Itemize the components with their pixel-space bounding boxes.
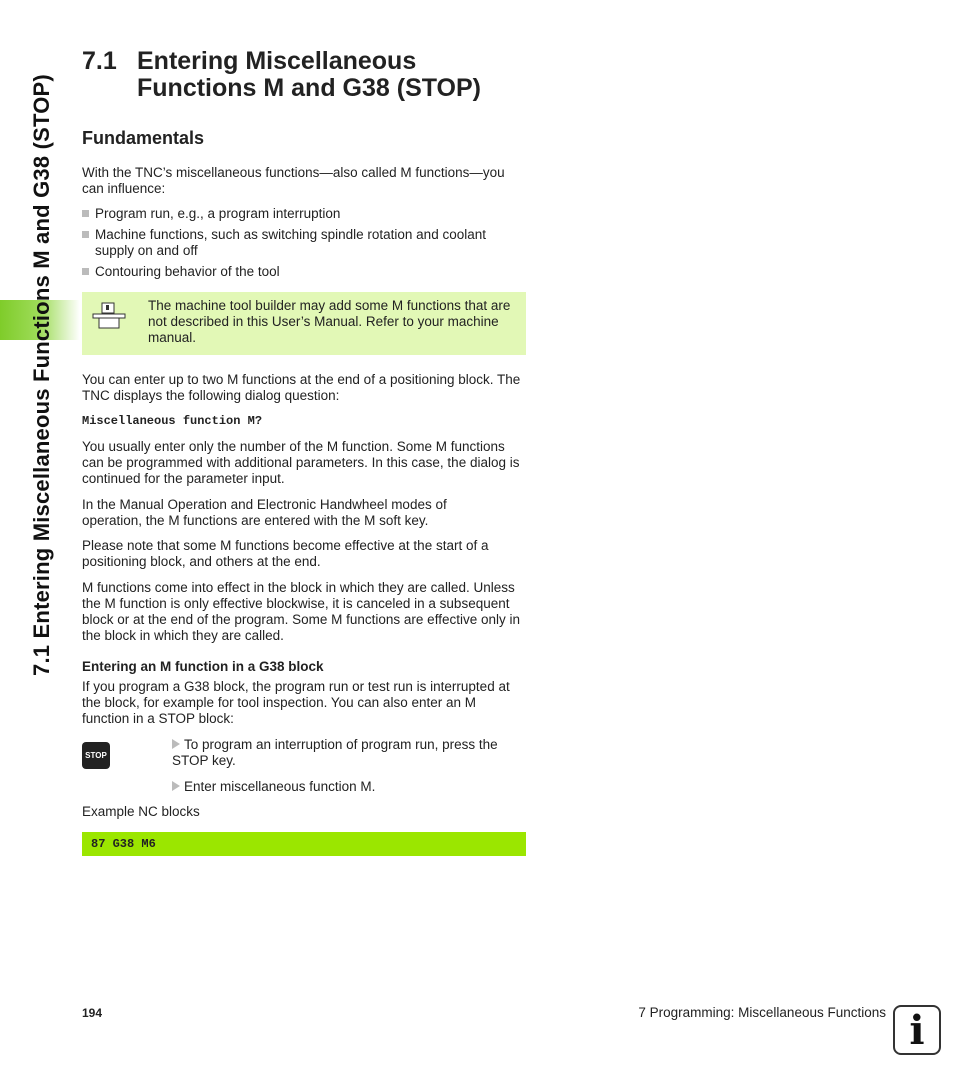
paragraph: If you program a G38 block, the program run or test run is interrupted at the block, for example for tool inspection. You can also enter an M function in a STOP block: (82, 679, 510, 726)
title-line2: Functions M and G38 (STOP) (137, 74, 482, 102)
section-number: 7.1 (82, 47, 117, 75)
side-title: 7.1 Entering Miscellaneous Functions M and G38 (STOP) (29, 74, 54, 676)
bullet-item: Contouring behavior of the tool (82, 264, 525, 280)
paragraph: You can enter up to two M functions at the end of a positioning block. The TNC displays the following dialog question: (82, 372, 521, 403)
chapter-title: 7 Programming: Miscellaneous Functions (638, 1005, 886, 1020)
info-icon: i (893, 1005, 941, 1055)
page-number: 194 (82, 1006, 103, 1020)
nc-block: 87 G38 M6 (91, 837, 156, 851)
nc-block-bar (82, 832, 526, 856)
machine-icon (92, 302, 126, 330)
paragraph: Please note that some M functions become effective at the start of a positioning block, and others at the end. (82, 538, 489, 569)
step-item (172, 779, 375, 795)
bullet-item: Machine functions, such as switching spindle rotation and coolant supply on and off (82, 227, 525, 259)
paragraph: M functions come into effect in the block in which they are called. Unless the M function is only effective blockwise, it is canceled in a subsequent block or at the end of the program. Some M functions are effective only in the block in which they are called. (82, 580, 520, 643)
subsection-heading: Entering an M function in a G38 block (82, 659, 324, 674)
arrow-icon (172, 781, 180, 791)
dialog-question: Miscellaneous function M? (82, 414, 263, 428)
stop-key-icon: STOP (82, 742, 110, 769)
step-text: Enter miscellaneous function M. (184, 779, 376, 794)
arrow-icon (172, 739, 180, 749)
title-line1: Entering Miscellaneous (137, 47, 417, 75)
paragraph: You usually enter only the number of the M function. Some M functions can be programmed with additional parameters. In this case, the dialog is continued for the parameter input. (82, 439, 520, 486)
example-label: Example NC blocks (82, 804, 200, 819)
intro-text: With the TNC’s miscellaneous functions—also called M functions—you can influence: (82, 165, 505, 196)
page-title (82, 48, 481, 102)
step-text: To program an interruption of program run, press the STOP key. (172, 737, 498, 768)
bullet-item: Program run, e.g., a program interruption (82, 206, 525, 222)
subheading: Fundamentals (82, 128, 205, 148)
note-text: The machine tool builder may add some M functions that are not described in this User’s Manual. Refer to your machine manual. (148, 298, 511, 345)
note-box (82, 292, 526, 355)
paragraph: In the Manual Operation and Electronic Handwheel modes of operation, the M functions are entered with the M soft key. (82, 497, 447, 528)
step-item (172, 737, 527, 769)
